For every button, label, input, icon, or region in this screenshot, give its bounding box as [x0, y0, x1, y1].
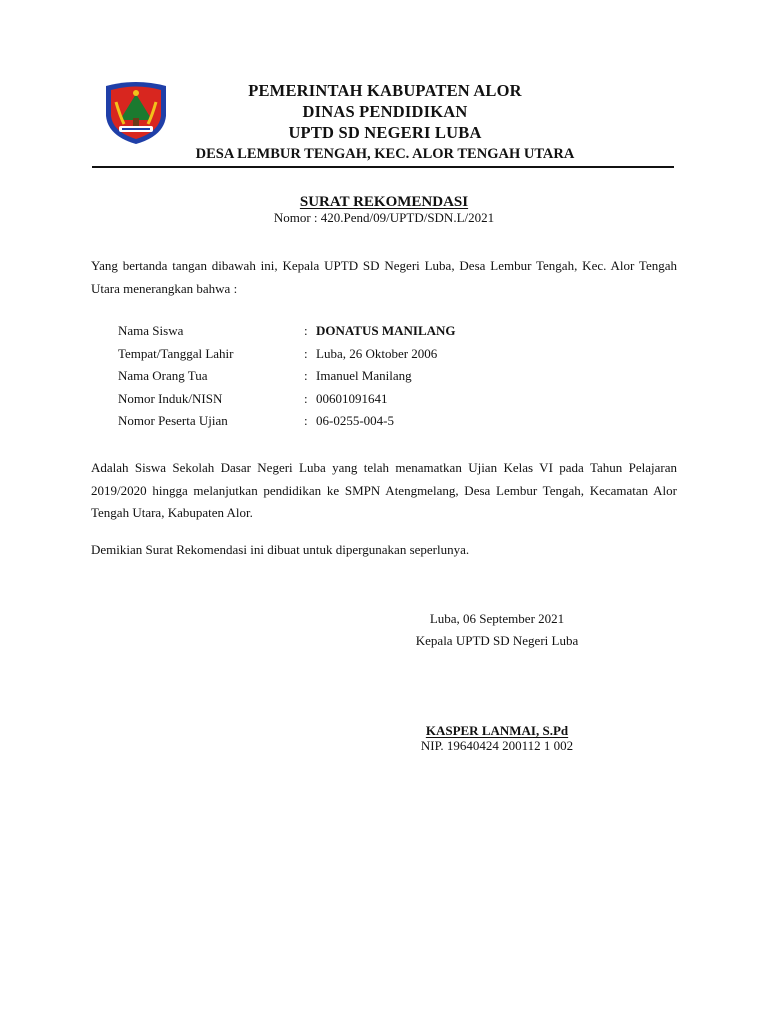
signatory-nip: NIP. 19640424 200112 1 002	[420, 738, 574, 753]
letterhead-school: UPTD SD NEGERI LUBA	[288, 123, 482, 142]
field-label: Nama Orang Tua	[118, 368, 208, 383]
field-row-exam-number	[118, 410, 678, 433]
field-colon: :	[304, 323, 308, 338]
field-label: Nama Siswa	[118, 323, 184, 338]
field-label: Nomor Peserta Ujian	[118, 413, 228, 428]
field-colon: :	[304, 390, 308, 406]
document-number: Nomor : 420.Pend/09/UPTD/SDN.L/2021	[273, 210, 495, 225]
field-row-birth	[118, 343, 678, 366]
letterhead-government: PEMERINTAH KABUPATEN ALOR	[248, 81, 522, 100]
document-title-text: SURAT REKOMENDASI	[299, 194, 469, 210]
field-label: Nomor Induk/NISN	[118, 390, 223, 406]
letterhead-divider	[92, 166, 674, 168]
signature-place-date: Luba, 06 September 2021	[429, 611, 565, 626]
field-value: Luba, 26 Oktober 2006	[316, 345, 438, 361]
letterhead-department: DINAS PENDIDIKAN	[302, 102, 468, 121]
student-details	[118, 320, 678, 433]
field-colon: :	[304, 413, 308, 428]
field-value: Imanuel Manilang	[316, 368, 412, 383]
field-value: DONATUS MANILANG	[316, 323, 456, 338]
closing-paragraph: Demikian Surat Rekomendasi ini dibuat untuk dipergunakan seperlunya.	[91, 542, 470, 557]
field-row-nisn	[118, 388, 678, 411]
field-colon: :	[304, 345, 308, 361]
field-value: 06-0255-004-5	[316, 413, 394, 428]
field-row-parent	[118, 365, 678, 388]
letterhead	[160, 80, 610, 164]
field-row-student-name	[118, 320, 678, 343]
signatory-name-text: KASPER LANMAI, S.Pd	[425, 723, 569, 738]
field-value: 00601091641	[316, 390, 388, 406]
signature-role: Kepala UPTD SD Negeri Luba	[415, 633, 579, 648]
document-title	[0, 193, 768, 211]
intro-paragraph: Yang bertanda tangan dibawah ini, Kepala UPTD SD Negeri Luba, Desa Lembur Tengah, Kec. Alor Tengah Utara menerangkan bahwa :	[91, 258, 677, 296]
body-paragraph: Adalah Siswa Sekolah Dasar Negeri Luba yang telah menamatkan Ujian Kelas VI pada Tahun Pelajaran 2019/2020 hingga melanjutkan pendidikan ke SMPN Atengmelang, Desa Lembur Tengah, Kecamatan Alor Tengah Utara, Kabupaten Alor.	[91, 460, 677, 520]
field-colon: :	[304, 368, 308, 383]
field-label: Tempat/Tanggal Lahir	[118, 345, 234, 361]
letterhead-address: DESA LEMBUR TENGAH, KEC. ALOR TENGAH UTARA	[195, 146, 575, 162]
